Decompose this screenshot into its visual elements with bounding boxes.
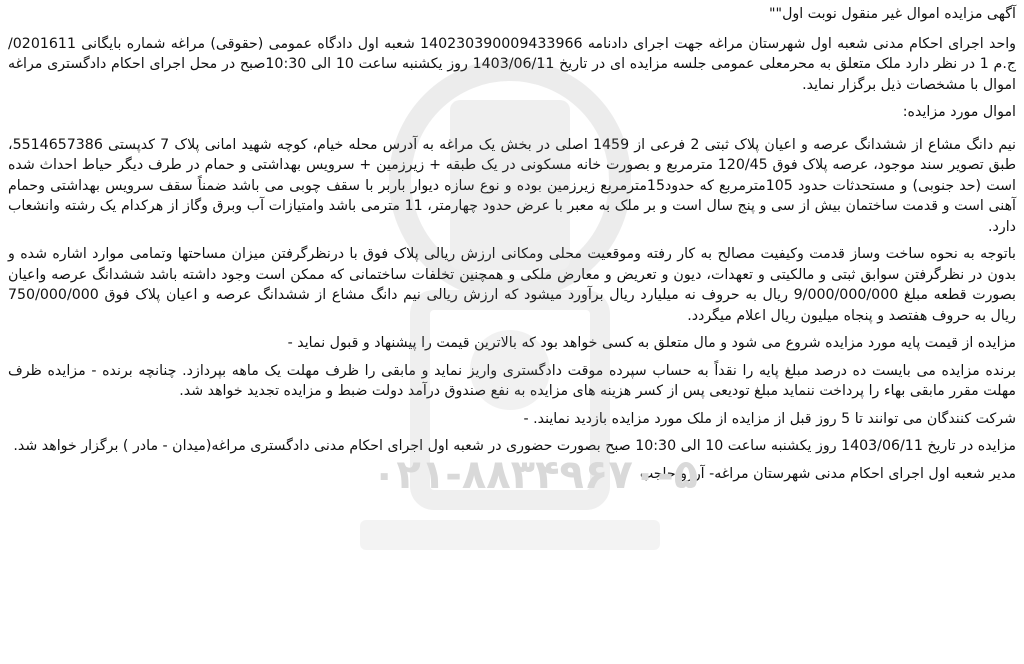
rule-start-paragraph: مزایده از قیمت پایه مورد مزایده شروع می شود و مال متعلق به کسی خواهد بود که بالاترین قیمت را پیشنهاد و قبول نماید - <box>287 335 1016 351</box>
notice-title: آگهی مزایده اموال غیر منقول نوبت اول"" <box>769 6 1016 22</box>
watermark-logo-icon <box>300 40 720 620</box>
valuation-paragraph: باتوجه به نحوه ساخت وساز قدمت وکیفیت مصالح به کار رفته وموقعیت محلی ومکانی ارزش ریالی پلاک فوق با درنظرگرفتن میزان مساحتها وتمامی موارد اشاره شده و بدون در نظرگرفتن سوابق ثبتی و مالکیتی و تعهدات، دیون و تعریض و معارض ملکی و همچنین تخلفات ساختمانی که ممکن است وجود داشته باشد ششدانگ عرصه واعیان بصورت قطعه مبلغ 9/000/000/000 ریال به حروف نه میلیارد ریال برآورد میشود که ارزش ریالی نیم دانگ مشاع از ششدانگ عرصه و اعیان پلاک فوق 750/000/000 ریال به حروف هفتصد و پنجاه میلیون ریال اعلام میگردد. <box>8 246 1016 324</box>
property-description: نیم دانگ مشاع از ششدانگ عرصه و اعیان پلاک ثبتی 2 فرعی از 1459 اصلی در بخش یک مراغه به آدرس محله خیام، کوچه شهید امانی پلاک 7 کدپستی 5514657386، طبق تصویر سند موجود، عرصه پلاک فوق 120/45 مترمربع و بصورت خانه مسکونی در یک طبقه + زیرزمین + سرویس بهداشتی و حمام در طرف دیگر حیاط احداث شده است (حد جنوبی) و مستحدثات حدود 105مترمربع که حدود15مترمربع زیرزمین بوده و نوع سازه دیوار باربر با سقف چوبی می باشد ضمناً سقف سرویس بهداشتی وحمام آهنی است و قدمت ساختمان بیش از سی و پنج سال است و بر ملک به معبر با عرض حدود چهارمتر، 11 مترمی باشد وامتیازات آب وبرق وگاز از هرکدام یک رشته وانشعاب دارد. <box>8 136 1017 235</box>
watermark-phone: ۰۲۱-۸۸۳۴۹۶۷۰-۵ <box>372 452 699 498</box>
signature-line: مدیر شعبه اول اجرای احکام مدنی شهرستان مراغه- آرزو حاجب <box>639 465 1016 482</box>
intro-paragraph: واحد اجرای احکام مدنی شعبه اول شهرستان مراغه جهت اجرای دادنامه 140230390009433966 شعبه اول دادگاه عمومی (حقوقی) مراغه شماره بایگانی 0201611/ج.م 1 در نظر دارد ملک متعلق به محرمعلی عمومی جلسه مزایده ای در تاریخ 1403/06/11 روز یکشنبه ساعت 10 الی 10:30صبح در محل اجرای احکام دادگستری مراغه اموال با مشخصات ذیل برگزار نماید. <box>8 35 1017 93</box>
property-heading: اموال مورد مزایده: <box>902 104 1016 120</box>
rule-payment-paragraph: برنده مزایده می بایست ده درصد مبلغ پایه را نقداً به حساب سپرده موقت دادگستری واریز نماید و مابقی را ظرف مهلت یک ماهه بپردازد. چنانچه برنده - مزایده ظرف مهلت مقرر مابقی بهاء را پرداخت ننماید مبلغ تودیعی پس از کسر هزینه های مزایده به نفع صندوق درآمد دولت ضبط و مزایده تجدید خواهد شد. <box>8 362 1016 399</box>
rule-visit-paragraph: شرکت کنندگان می توانند تا 5 روز قبل از مزایده از ملک مورد مزایده بازدید نمایند. - <box>523 410 1016 427</box>
rule-date-paragraph: مزایده در تاریخ 1403/06/11 روز یکشنبه ساعت 10 الی 10:30 صبح بصورت حضوری در شعبه اول اجرای احکام مدنی دادگستری مراغه(میدان - مادر ) برگزار خواهد شد. <box>13 438 1016 454</box>
